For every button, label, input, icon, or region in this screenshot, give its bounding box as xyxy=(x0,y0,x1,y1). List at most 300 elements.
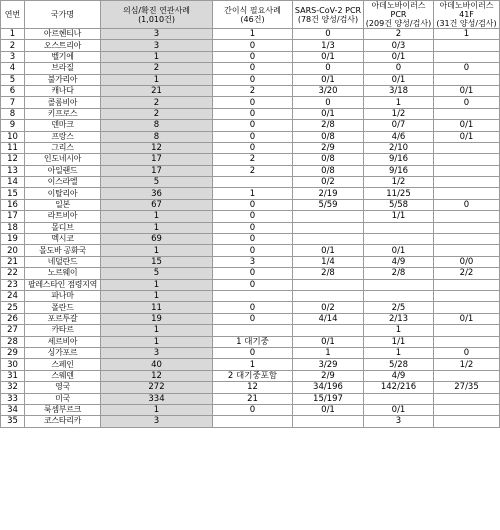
cell-index: 16 xyxy=(1,199,25,210)
cell-liver-transplant: 0 xyxy=(213,268,293,279)
cell-sars-cov-2-pcr xyxy=(293,416,364,427)
cell-adenovirus-41f xyxy=(434,74,500,85)
cell-adenovirus-pcr: 2/8 xyxy=(364,268,434,279)
cell-index: 14 xyxy=(1,177,25,188)
cell-index: 19 xyxy=(1,234,25,245)
cell-country: 그리스 xyxy=(25,142,101,153)
cell-country: 프랑스 xyxy=(25,131,101,142)
cell-country: 미국 xyxy=(25,393,101,404)
cell-index: 5 xyxy=(1,74,25,85)
cell-adenovirus-41f xyxy=(434,108,500,119)
table-row xyxy=(1,211,500,222)
cell-country: 덴마크 xyxy=(25,120,101,131)
cell-liver-transplant: 3 xyxy=(213,256,293,267)
cell-adenovirus-pcr: 5/58 xyxy=(364,199,434,210)
cell-sars-cov-2-pcr: 0/1 xyxy=(293,336,364,347)
cell-adenovirus-pcr: 1/2 xyxy=(364,177,434,188)
header-adenovirus-pcr-line: 아데노바이러스PCR xyxy=(371,1,426,19)
cell-adenovirus-pcr: 11/25 xyxy=(364,188,434,199)
cell-adenovirus-41f xyxy=(434,416,500,427)
cell-adenovirus-41f xyxy=(434,211,500,222)
cell-linked-cases: 19 xyxy=(101,313,213,324)
cell-adenovirus-pcr: 2/5 xyxy=(364,302,434,313)
cell-sars-cov-2-pcr: 0 xyxy=(293,63,364,74)
table-row xyxy=(1,63,500,74)
table-row xyxy=(1,302,500,313)
cell-country: 이스라엘 xyxy=(25,177,101,188)
cell-linked-cases: 1 xyxy=(101,222,213,233)
header-sars-cov-2-pcr-line: (78건 양성/검사) xyxy=(297,14,359,24)
cell-adenovirus-41f: 0 xyxy=(434,199,500,210)
cell-linked-cases: 1 xyxy=(101,51,213,62)
cell-sars-cov-2-pcr xyxy=(293,234,364,245)
cell-country: 룩셈부르크 xyxy=(25,404,101,415)
cell-index: 28 xyxy=(1,336,25,347)
table-row xyxy=(1,40,500,51)
cell-country: 몰도바 공화국 xyxy=(25,245,101,256)
table-row xyxy=(1,51,500,62)
cell-country: 노르웨이 xyxy=(25,268,101,279)
cell-liver-transplant: 2 xyxy=(213,165,293,176)
cell-country: 몰디브 xyxy=(25,222,101,233)
cell-adenovirus-pcr: 142/216 xyxy=(364,382,434,393)
cell-sars-cov-2-pcr: 0 xyxy=(293,97,364,108)
header-country-line: 국가명 xyxy=(50,10,75,19)
cell-adenovirus-pcr: 2 xyxy=(364,29,434,40)
cell-liver-transplant: 0 xyxy=(213,234,293,245)
cell-country: 오스트리아 xyxy=(25,40,101,51)
cell-index: 27 xyxy=(1,325,25,336)
cell-adenovirus-41f xyxy=(434,290,500,301)
cell-linked-cases: 3 xyxy=(101,347,213,358)
cell-adenovirus-pcr: 0/1 xyxy=(364,74,434,85)
cell-liver-transplant: 0 xyxy=(213,97,293,108)
table-row xyxy=(1,131,500,142)
cell-linked-cases: 2 xyxy=(101,97,213,108)
cell-adenovirus-pcr xyxy=(364,290,434,301)
cell-adenovirus-41f: 2/2 xyxy=(434,268,500,279)
cell-liver-transplant: 0 xyxy=(213,302,293,313)
table-row xyxy=(1,268,500,279)
cell-adenovirus-pcr xyxy=(364,279,434,290)
table-row xyxy=(1,108,500,119)
cell-adenovirus-41f: 0/1 xyxy=(434,313,500,324)
cell-adenovirus-41f: 0/0 xyxy=(434,256,500,267)
cell-sars-cov-2-pcr: 0/8 xyxy=(293,131,364,142)
cell-adenovirus-pcr: 0/1 xyxy=(364,51,434,62)
cell-liver-transplant: 0 xyxy=(213,222,293,233)
cell-linked-cases: 2 xyxy=(101,108,213,119)
cell-adenovirus-41f: 0 xyxy=(434,63,500,74)
cell-liver-transplant: 0 xyxy=(213,313,293,324)
cell-sars-cov-2-pcr: 34/196 xyxy=(293,382,364,393)
header-linked-cases xyxy=(101,1,213,29)
cell-country: 코스타리카 xyxy=(25,416,101,427)
cell-linked-cases: 15 xyxy=(101,256,213,267)
cell-sars-cov-2-pcr: 3/20 xyxy=(293,85,364,96)
header-sars-cov-2-pcr-line: SARS-CoV-2 PCR xyxy=(294,5,362,15)
cell-adenovirus-41f xyxy=(434,40,500,51)
cell-adenovirus-41f: 0 xyxy=(434,97,500,108)
cell-adenovirus-pcr: 1 xyxy=(364,97,434,108)
cell-linked-cases: 40 xyxy=(101,359,213,370)
header-linked-cases-line: (1,010건) xyxy=(138,14,175,24)
table-row xyxy=(1,256,500,267)
cell-linked-cases: 8 xyxy=(101,120,213,131)
cell-linked-cases: 3 xyxy=(101,29,213,40)
cell-liver-transplant: 0 xyxy=(213,108,293,119)
cell-sars-cov-2-pcr: 2/8 xyxy=(293,120,364,131)
table-row xyxy=(1,29,500,40)
cell-sars-cov-2-pcr xyxy=(293,290,364,301)
cell-adenovirus-pcr: 2/10 xyxy=(364,142,434,153)
cell-adenovirus-41f: 1/2 xyxy=(434,359,500,370)
cell-adenovirus-pcr: 5/28 xyxy=(364,359,434,370)
cell-linked-cases: 3 xyxy=(101,40,213,51)
cell-linked-cases: 1 xyxy=(101,325,213,336)
cell-adenovirus-41f: 1 xyxy=(434,29,500,40)
cell-liver-transplant: 0 xyxy=(213,245,293,256)
cell-country: 세르비아 xyxy=(25,336,101,347)
cell-index: 20 xyxy=(1,245,25,256)
cell-liver-transplant: 0 xyxy=(213,51,293,62)
cell-linked-cases: 334 xyxy=(101,393,213,404)
cell-sars-cov-2-pcr: 0/8 xyxy=(293,165,364,176)
table-row xyxy=(1,222,500,233)
cell-index: 32 xyxy=(1,382,25,393)
cell-adenovirus-pcr: 0/3 xyxy=(364,40,434,51)
cell-country: 캐나다 xyxy=(25,85,101,96)
cell-sars-cov-2-pcr: 15/197 xyxy=(293,393,364,404)
cell-country: 파나마 xyxy=(25,290,101,301)
cell-liver-transplant: 0 xyxy=(213,63,293,74)
cell-sars-cov-2-pcr xyxy=(293,325,364,336)
cell-index: 10 xyxy=(1,131,25,142)
cell-liver-transplant: 0 xyxy=(213,40,293,51)
cell-country: 라트비아 xyxy=(25,211,101,222)
cell-sars-cov-2-pcr: 1/4 xyxy=(293,256,364,267)
cell-index: 6 xyxy=(1,85,25,96)
cell-country: 영국 xyxy=(25,382,101,393)
cell-liver-transplant: 2 xyxy=(213,154,293,165)
cell-index: 30 xyxy=(1,359,25,370)
cell-country: 스웨덴 xyxy=(25,370,101,381)
cell-sars-cov-2-pcr: 3/29 xyxy=(293,359,364,370)
cell-linked-cases: 2 xyxy=(101,63,213,74)
cell-sars-cov-2-pcr: 2/19 xyxy=(293,188,364,199)
cell-index: 22 xyxy=(1,268,25,279)
table-row xyxy=(1,370,500,381)
cell-adenovirus-pcr: 0/7 xyxy=(364,120,434,131)
header-adenovirus-pcr xyxy=(364,1,434,29)
cell-index: 8 xyxy=(1,108,25,119)
cell-adenovirus-pcr: 1/2 xyxy=(364,108,434,119)
cell-linked-cases: 12 xyxy=(101,142,213,153)
cell-linked-cases: 1 xyxy=(101,211,213,222)
cell-adenovirus-41f: 0/1 xyxy=(434,85,500,96)
cell-adenovirus-pcr: 0/1 xyxy=(364,404,434,415)
cell-sars-cov-2-pcr: 1/3 xyxy=(293,40,364,51)
cell-linked-cases: 11 xyxy=(101,302,213,313)
cell-index: 18 xyxy=(1,222,25,233)
cell-adenovirus-41f xyxy=(434,279,500,290)
cell-country: 네덜란드 xyxy=(25,256,101,267)
cell-linked-cases: 5 xyxy=(101,177,213,188)
header-country xyxy=(25,1,101,29)
cell-adenovirus-pcr: 4/6 xyxy=(364,131,434,142)
cell-sars-cov-2-pcr: 0/8 xyxy=(293,154,364,165)
cell-country: 인도네시아 xyxy=(25,154,101,165)
cell-adenovirus-pcr xyxy=(364,393,434,404)
cell-country: 이탈리아 xyxy=(25,188,101,199)
cell-adenovirus-pcr: 2/13 xyxy=(364,313,434,324)
header-adenovirus-41f xyxy=(434,1,500,29)
cell-adenovirus-pcr: 3/18 xyxy=(364,85,434,96)
cell-country: 아르헨티나 xyxy=(25,29,101,40)
cell-adenovirus-pcr: 0 xyxy=(364,63,434,74)
cell-index: 15 xyxy=(1,188,25,199)
cell-linked-cases: 272 xyxy=(101,382,213,393)
cell-sars-cov-2-pcr xyxy=(293,222,364,233)
cell-adenovirus-41f xyxy=(434,188,500,199)
cell-adenovirus-41f xyxy=(434,370,500,381)
header-row xyxy=(1,1,500,29)
cell-liver-transplant xyxy=(213,416,293,427)
table-row xyxy=(1,279,500,290)
cell-sars-cov-2-pcr: 0/2 xyxy=(293,302,364,313)
cell-index: 9 xyxy=(1,120,25,131)
cell-sars-cov-2-pcr: 2/9 xyxy=(293,142,364,153)
cell-liver-transplant: 0 xyxy=(213,211,293,222)
cell-liver-transplant: 1 xyxy=(213,188,293,199)
table-row xyxy=(1,177,500,188)
cell-index: 33 xyxy=(1,393,25,404)
cell-adenovirus-pcr: 0/1 xyxy=(364,245,434,256)
cell-linked-cases: 17 xyxy=(101,165,213,176)
table-row xyxy=(1,404,500,415)
table-row xyxy=(1,382,500,393)
cell-sars-cov-2-pcr: 0/2 xyxy=(293,177,364,188)
cell-index: 34 xyxy=(1,404,25,415)
cell-sars-cov-2-pcr: 4/14 xyxy=(293,313,364,324)
cell-sars-cov-2-pcr: 0/1 xyxy=(293,51,364,62)
cell-adenovirus-pcr: 1/1 xyxy=(364,336,434,347)
cell-linked-cases: 1 xyxy=(101,245,213,256)
cell-country: 스페인 xyxy=(25,359,101,370)
cell-liver-transplant: 0 xyxy=(213,120,293,131)
cell-index: 1 xyxy=(1,29,25,40)
table-row xyxy=(1,325,500,336)
cell-linked-cases: 21 xyxy=(101,85,213,96)
cell-adenovirus-41f xyxy=(434,336,500,347)
table-row xyxy=(1,74,500,85)
cell-adenovirus-41f xyxy=(434,51,500,62)
cell-adenovirus-pcr: 1 xyxy=(364,325,434,336)
cell-country: 벨기에 xyxy=(25,51,101,62)
cell-liver-transplant: 0 xyxy=(213,279,293,290)
cell-index: 25 xyxy=(1,302,25,313)
cell-adenovirus-41f xyxy=(434,234,500,245)
cell-adenovirus-pcr: 9/16 xyxy=(364,165,434,176)
table-row xyxy=(1,416,500,427)
table-row xyxy=(1,120,500,131)
cell-country: 카타르 xyxy=(25,325,101,336)
table-row xyxy=(1,347,500,358)
table-body xyxy=(1,29,500,428)
header-sars-cov-2-pcr xyxy=(293,1,364,29)
cell-adenovirus-41f xyxy=(434,404,500,415)
cell-index: 13 xyxy=(1,165,25,176)
cell-linked-cases: 8 xyxy=(101,131,213,142)
cell-liver-transplant: 1 xyxy=(213,29,293,40)
cell-adenovirus-41f xyxy=(434,245,500,256)
cell-adenovirus-pcr xyxy=(364,234,434,245)
cell-adenovirus-41f xyxy=(434,177,500,188)
cell-sars-cov-2-pcr: 0 xyxy=(293,29,364,40)
cell-country: 일본 xyxy=(25,199,101,210)
cell-adenovirus-pcr: 9/16 xyxy=(364,154,434,165)
cell-adenovirus-41f xyxy=(434,165,500,176)
cell-country: 아일랜드 xyxy=(25,165,101,176)
cell-adenovirus-41f: 0/1 xyxy=(434,131,500,142)
cell-linked-cases: 1 xyxy=(101,290,213,301)
cell-sars-cov-2-pcr: 0/1 xyxy=(293,245,364,256)
header-adenovirus-pcr-line: (209건 양성/검사) xyxy=(365,19,432,28)
table-row xyxy=(1,154,500,165)
cell-adenovirus-pcr xyxy=(364,222,434,233)
cell-index: 35 xyxy=(1,416,25,427)
header-liver-transplant-line: (46건) xyxy=(240,14,265,24)
cell-country: 브라질 xyxy=(25,63,101,74)
cell-adenovirus-41f: 0 xyxy=(434,347,500,358)
cell-adenovirus-41f: 27/35 xyxy=(434,382,500,393)
cell-index: 11 xyxy=(1,142,25,153)
cell-linked-cases: 3 xyxy=(101,416,213,427)
cell-country: 팔레스타인 점령지역 xyxy=(25,279,101,290)
cell-linked-cases: 1 xyxy=(101,336,213,347)
cell-sars-cov-2-pcr xyxy=(293,279,364,290)
table-row xyxy=(1,393,500,404)
cell-adenovirus-pcr: 4/9 xyxy=(364,256,434,267)
cell-index: 23 xyxy=(1,279,25,290)
table-row xyxy=(1,142,500,153)
cell-liver-transplant: 0 xyxy=(213,404,293,415)
cell-adenovirus-41f xyxy=(434,154,500,165)
cell-sars-cov-2-pcr: 0/1 xyxy=(293,108,364,119)
cell-linked-cases: 12 xyxy=(101,370,213,381)
cell-adenovirus-41f xyxy=(434,222,500,233)
table-row xyxy=(1,359,500,370)
cell-sars-cov-2-pcr: 0/1 xyxy=(293,404,364,415)
cell-liver-transplant: 1 xyxy=(213,359,293,370)
cell-index: 29 xyxy=(1,347,25,358)
cell-sars-cov-2-pcr: 0/1 xyxy=(293,74,364,85)
cell-linked-cases: 69 xyxy=(101,234,213,245)
cell-linked-cases: 67 xyxy=(101,199,213,210)
header-adenovirus-41f-line: 아데노바이러스41F xyxy=(439,1,494,19)
cell-index: 12 xyxy=(1,154,25,165)
cell-index: 21 xyxy=(1,256,25,267)
cell-linked-cases: 36 xyxy=(101,188,213,199)
cell-sars-cov-2-pcr: 5/59 xyxy=(293,199,364,210)
cell-liver-transplant: 0 xyxy=(213,131,293,142)
table-row xyxy=(1,199,500,210)
cell-adenovirus-41f xyxy=(434,325,500,336)
cell-liver-transplant xyxy=(213,290,293,301)
cell-index: 31 xyxy=(1,370,25,381)
cell-liver-transplant: 0 xyxy=(213,347,293,358)
cell-liver-transplant: 1 대기중 xyxy=(213,336,293,347)
table-row xyxy=(1,165,500,176)
cell-liver-transplant: 12 xyxy=(213,382,293,393)
cell-sars-cov-2-pcr: 1 xyxy=(293,347,364,358)
cell-adenovirus-pcr: 4/9 xyxy=(364,370,434,381)
cell-liver-transplant: 0 xyxy=(213,142,293,153)
cell-country: 멕시코 xyxy=(25,234,101,245)
cell-liver-transplant: 0 xyxy=(213,74,293,85)
table-row xyxy=(1,234,500,245)
cell-liver-transplant xyxy=(213,325,293,336)
table-row xyxy=(1,245,500,256)
cell-country: 폴란드 xyxy=(25,302,101,313)
table-row xyxy=(1,336,500,347)
cell-adenovirus-pcr: 1/1 xyxy=(364,211,434,222)
cell-adenovirus-41f xyxy=(434,142,500,153)
cell-sars-cov-2-pcr xyxy=(293,211,364,222)
cell-adenovirus-pcr: 3 xyxy=(364,416,434,427)
header-linked-cases-line: 의심/확진 연관사례 xyxy=(122,5,191,15)
header-index-line: 연번 xyxy=(4,10,21,19)
cell-country: 키프로스 xyxy=(25,108,101,119)
table-row xyxy=(1,85,500,96)
cell-liver-transplant: 21 xyxy=(213,393,293,404)
cell-index: 3 xyxy=(1,51,25,62)
cell-adenovirus-pcr: 1 xyxy=(364,347,434,358)
cell-linked-cases: 1 xyxy=(101,404,213,415)
table-row xyxy=(1,97,500,108)
table-row xyxy=(1,188,500,199)
cell-linked-cases: 1 xyxy=(101,74,213,85)
header-adenovirus-41f-line: (31건 양성/검사) xyxy=(436,19,497,28)
cell-index: 4 xyxy=(1,63,25,74)
cell-sars-cov-2-pcr: 2/9 xyxy=(293,370,364,381)
cell-country: 포르투갈 xyxy=(25,313,101,324)
cell-country: 불가리아 xyxy=(25,74,101,85)
header-liver-transplant-line: 간이식 필요사례 xyxy=(224,5,281,15)
cell-liver-transplant: 2 xyxy=(213,85,293,96)
cell-index: 17 xyxy=(1,211,25,222)
cell-country: 싱가포르 xyxy=(25,347,101,358)
cell-liver-transplant: 0 xyxy=(213,199,293,210)
cell-linked-cases: 17 xyxy=(101,154,213,165)
cell-index: 2 xyxy=(1,40,25,51)
cell-liver-transplant: 2 대기중포함 xyxy=(213,370,293,381)
cell-index: 24 xyxy=(1,290,25,301)
header-index xyxy=(1,1,25,29)
cell-index: 26 xyxy=(1,313,25,324)
cell-liver-transplant xyxy=(213,177,293,188)
cell-linked-cases: 5 xyxy=(101,268,213,279)
cell-adenovirus-41f: 0/1 xyxy=(434,120,500,131)
header-liver-transplant xyxy=(213,1,293,29)
cell-linked-cases: 1 xyxy=(101,279,213,290)
table-row xyxy=(1,290,500,301)
cell-adenovirus-41f xyxy=(434,302,500,313)
cell-country: 콜롬비아 xyxy=(25,97,101,108)
cell-sars-cov-2-pcr: 2/8 xyxy=(293,268,364,279)
cell-adenovirus-41f xyxy=(434,393,500,404)
cell-index: 7 xyxy=(1,97,25,108)
